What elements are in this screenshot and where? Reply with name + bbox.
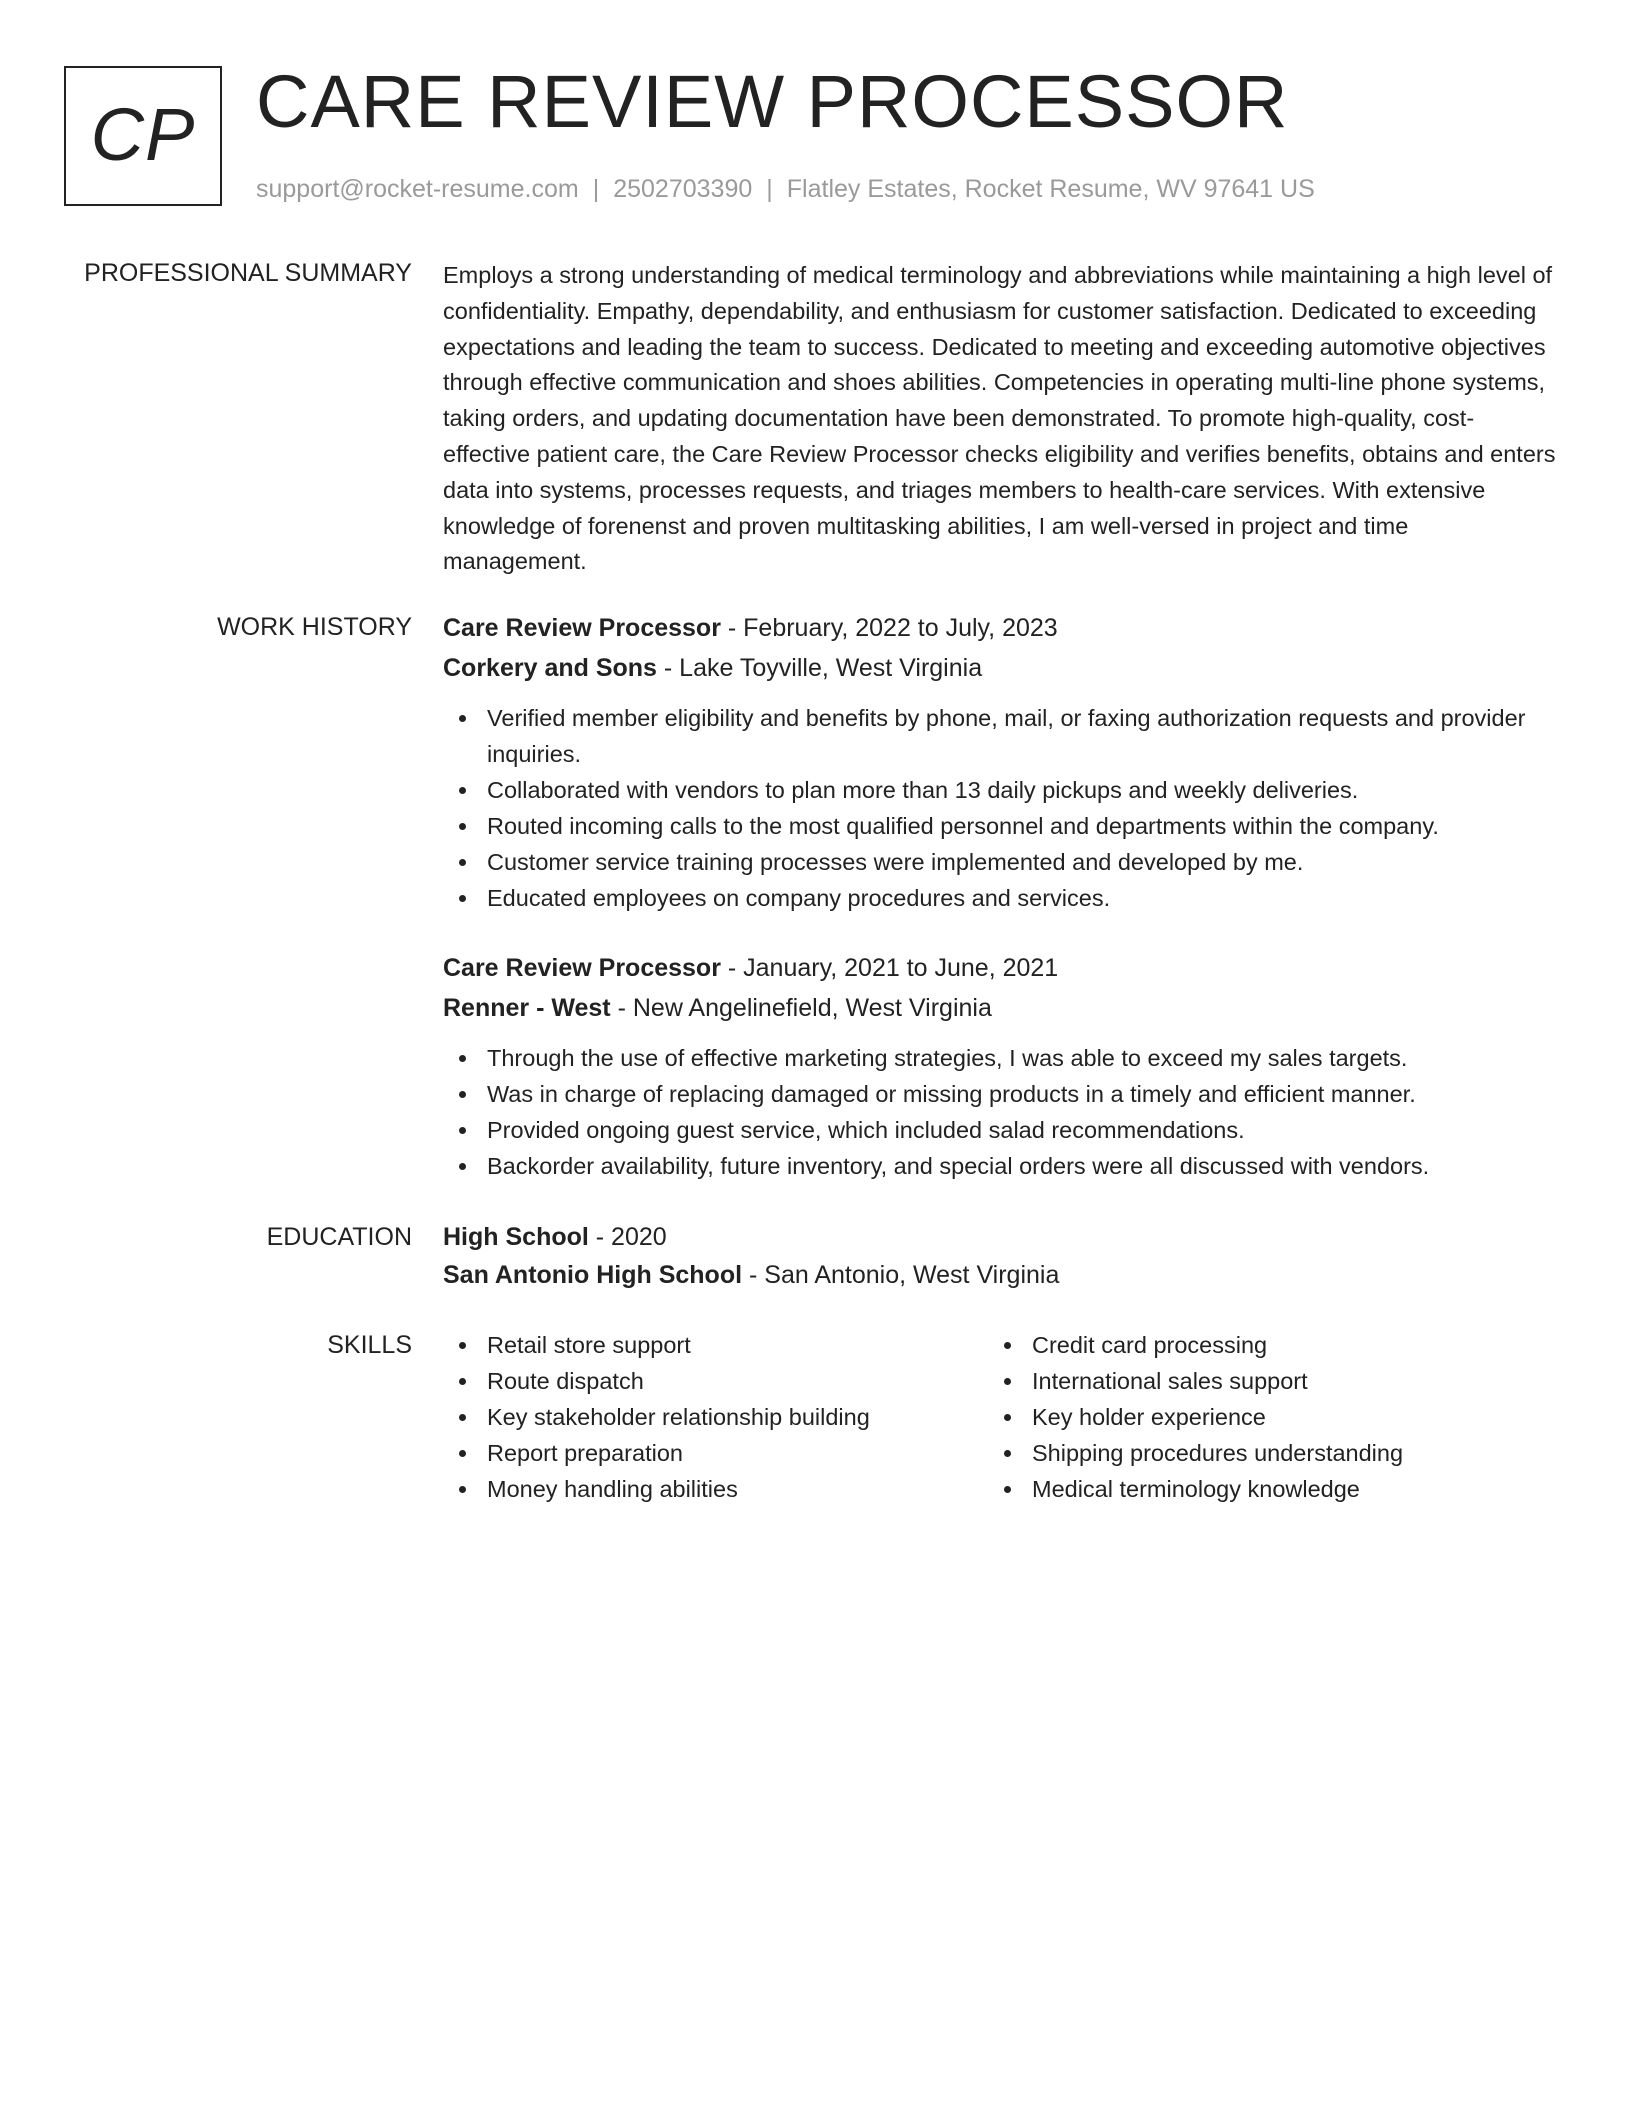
education-location: - San Antonio, West Virginia xyxy=(742,1261,1060,1289)
job-dates: - February, 2022 to July, 2023 xyxy=(720,614,1058,642)
education-school: San Antonio High School xyxy=(443,1261,743,1289)
candidate-name: CARE REVIEW PROCESSOR xyxy=(256,60,1289,143)
job-dates: - January, 2021 to June, 2021 xyxy=(720,954,1059,982)
job-bullets xyxy=(443,1040,1558,1184)
skills-list-left xyxy=(443,1327,988,1507)
list-item: Medical terminology knowledge xyxy=(988,1471,1533,1507)
list-item: Customer service training processes were implemented and developed by me. xyxy=(443,844,1558,880)
monogram-box xyxy=(64,66,222,206)
list-item: Shipping procedures understanding xyxy=(988,1435,1533,1471)
section-label-skills: SKILLS xyxy=(327,1331,412,1359)
list-item: Was in charge of replacing damaged or missing products in a timely and efficient manner. xyxy=(443,1076,1558,1112)
list-item: Collaborated with vendors to plan more than 13 daily pickups and weekly deliveries. xyxy=(443,772,1558,808)
list-item: International sales support xyxy=(988,1363,1533,1399)
list-item: Credit card processing xyxy=(988,1327,1533,1363)
list-item: Backorder availability, future inventory, and special orders were all discussed with vendors. xyxy=(443,1148,1558,1184)
list-item: Educated employees on company procedures and services. xyxy=(443,880,1558,916)
contact-address: Flatley Estates, Rocket Resume, WV 97641 US xyxy=(786,175,1315,203)
job-company: Renner - West xyxy=(443,994,611,1022)
job-entry xyxy=(443,608,1558,916)
job-entry xyxy=(443,948,1558,1184)
list-item: Retail store support xyxy=(443,1327,988,1363)
job-location: - New Angelinefield, West Virginia xyxy=(610,994,992,1022)
skills-list-right xyxy=(988,1327,1533,1507)
skills-grid xyxy=(443,1327,1558,1507)
job-location: - Lake Toyville, West Virginia xyxy=(656,654,983,682)
list-item: Route dispatch xyxy=(443,1363,988,1399)
list-item: Verified member eligibility and benefits by phone, mail, or faxing authorization requests and provider inquiries. xyxy=(443,700,1558,772)
list-item: Money handling abilities xyxy=(443,1471,988,1507)
summary-text: Employs a strong understanding of medical terminology and abbreviations while maintaining a high level of confidentiality. Empathy, dependability, and enthusiasm for customer satisfaction. Dedicated to exceeding expectations and leading the team to success. Dedicated to meeting and exceeding automotive objectives through effective communication and shoes abilities. Competencies in operating multi-line phone systems, taking orders, and updating documentation have been demonstrated. To promote high-quality, cost-effective patient care, the Care Review Processor checks eligibility and verifies benefits, obtains and enters data into systems, processes requests, and triages members to health-care services. With extensive knowledge of forenenst and proven multitasking abilities, I am well-versed in project and time management. xyxy=(443,262,1556,575)
list-item: Key holder experience xyxy=(988,1399,1533,1435)
job-title-line xyxy=(443,608,1558,648)
education-degree: High School xyxy=(443,1223,589,1251)
section-label-summary: PROFESSIONAL SUMMARY xyxy=(84,259,412,287)
monogram-initials: CP xyxy=(90,93,196,176)
job-title-line xyxy=(443,948,1558,988)
education-entry xyxy=(443,1218,1558,1294)
education-year: - 2020 xyxy=(588,1223,667,1251)
contact-phone: 2502703390 xyxy=(613,175,753,203)
list-item: Provided ongoing guest service, which included salad recommendations. xyxy=(443,1112,1558,1148)
list-item: Routed incoming calls to the most qualified personnel and departments within the company. xyxy=(443,808,1558,844)
contact-separator: | xyxy=(592,175,600,203)
list-item: Report preparation xyxy=(443,1435,988,1471)
education-school-line xyxy=(443,1256,1558,1294)
job-bullets xyxy=(443,700,1558,916)
contact-email: support@rocket-resume.com xyxy=(256,175,579,203)
contact-line xyxy=(256,174,1315,204)
job-title: Care Review Processor xyxy=(443,614,721,642)
job-title: Care Review Processor xyxy=(443,954,721,982)
job-company-line xyxy=(443,648,1558,688)
education-degree-line xyxy=(443,1218,1558,1256)
list-item: Through the use of effective marketing strategies, I was able to exceed my sales targets. xyxy=(443,1040,1558,1076)
contact-separator: | xyxy=(766,175,773,203)
job-company-line xyxy=(443,988,1558,1028)
section-label-work: WORK HISTORY xyxy=(217,613,412,641)
list-item: Key stakeholder relationship building xyxy=(443,1399,988,1435)
section-label-education: EDUCATION xyxy=(266,1223,412,1251)
job-company: Corkery and Sons xyxy=(443,654,657,682)
